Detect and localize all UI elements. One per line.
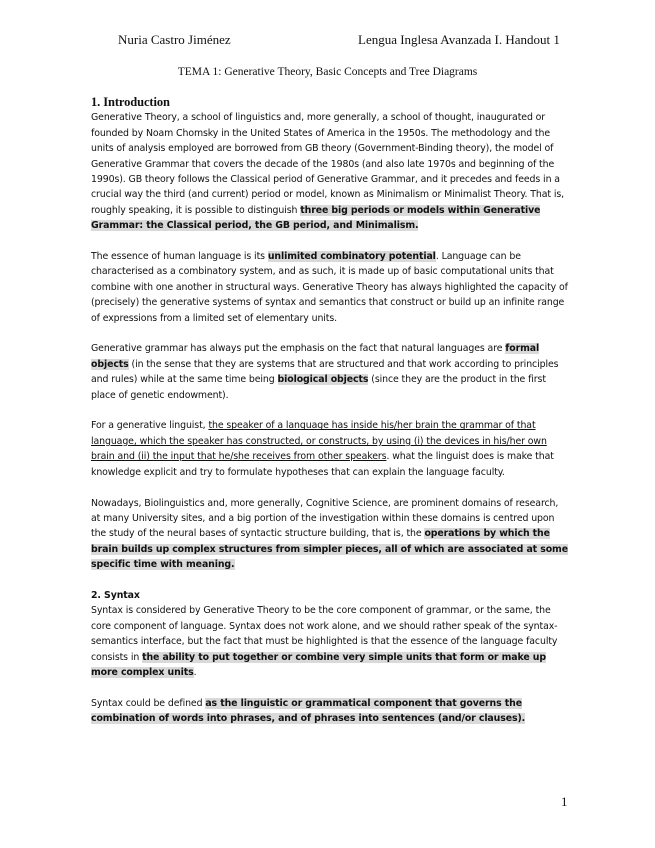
section-2-paragraph-1 <box>91 603 569 680</box>
header-course: Lengua Inglesa Avanzada I. Handout 1 <box>358 32 560 47</box>
section-1-paragraph-4 <box>91 418 569 480</box>
underlined-text: the speaker of a language has inside his/her brain the grammar of that language, which the speaker has constructed, or constructs, by using (i) the devices in his/her own brain and (ii) the input that he/she receives from other speakers <box>91 420 547 463</box>
section-2-paragraph-2 <box>91 696 569 727</box>
highlighted-text: the ability to put together or combine very simple units that form or make up more complex units <box>91 651 546 678</box>
paragraph-text: Generative Theory, a school of linguistics and, more generally, a school of thought, inaugurated or founded by Noam Chomsky in the United States of America in the 1950s. The methodology and the units of analysis employed are borrowed from GB theory (Government-Binding theory), the model of Generative Grammar that covers the decade of the 1980s (and also late 1970s and beginning of the 1990s). GB theory follows the Classical period of Generative Grammar, and it precedes and feeds in a crucial way the third (and current) period or model, known as Minimalism or Minimalist Theory. That is, roughly speaking, it is possible to distinguish <box>91 112 564 216</box>
section-2-heading: 2. Syntax <box>91 589 140 601</box>
document-body <box>91 95 569 742</box>
paragraph-text: Syntax is considered by Generative Theory to be the core component of grammar, or the same, the core component of language. Syntax does not work alone, and we should rather speak of the syntax-semantics interface, but the fact that must be highlighted is that the essence of the language faculty consists in <box>91 605 558 663</box>
paragraph-text: (since they are the product in the first place of genetic endowment). <box>91 374 546 401</box>
paragraph-text: (in the sense that they are systems that are structured and that work according to principles and rules) while at the same time being <box>91 358 559 386</box>
paragraph-text: For a generative linguist, <box>91 420 209 432</box>
paragraph-text: The essence of human language is its <box>91 251 268 263</box>
highlighted-text: as the linguistic or grammatical component that governs the combination of words into phrases, and of phrases into sentences (and/or clauses). <box>91 697 526 725</box>
highlighted-text: operations by which the brain builds up complex structures from simpler pieces, all of which are associated at some specific time with meaning. <box>91 528 568 571</box>
highlighted-text: formal objects <box>91 343 540 370</box>
header-author: Nuria Castro Jiménez <box>118 32 231 47</box>
section-1-paragraph-1 <box>91 110 569 233</box>
section-1-heading: 1. Introduction <box>91 95 170 109</box>
paragraph-text: . <box>193 666 197 678</box>
page-number: 1 <box>561 794 568 809</box>
paragraph-text: . Language can be characterised as a combinatory system, and as such, it is made up of basic computational units that combine with one another in structural ways. Generative Theory has always highlighted the capacity of (precisely) the generative systems of syntax and semantics that construct or build up an infinite range of expressions from a limited set of elementary units. <box>91 251 568 324</box>
highlighted-text: unlimited combinatory potential <box>267 251 436 263</box>
highlighted-text: biological objects <box>277 374 369 386</box>
section-1-paragraph-2 <box>91 249 569 326</box>
paragraph-text: Generative grammar has always put the emphasis on the fact that natural languages are <box>91 343 506 355</box>
paragraph-text: Nowadays, Biolinguistics and, more generally, Cognitive Science, are prominent domains of research, at many University sites, and a big portion of the investigation within these domains is centred upon the study of the neural bases of syntactic structure building, that is, the <box>91 497 559 540</box>
section-1-paragraph-3 <box>91 341 569 403</box>
paragraph-text: . what the linguist does is make that knowledge explicit and try to formulate hypotheses that can explain the language faculty. <box>91 451 554 478</box>
section-1-paragraph-5 <box>91 496 569 573</box>
highlighted-text: three big periods or models within Generative Grammar: the Classical period, the GB period, and Minimalism. <box>91 204 541 232</box>
document-title: TEMA 1: Generative Theory, Basic Concepts and Tree Diagrams <box>177 66 478 78</box>
paragraph-text: Syntax could be defined <box>91 697 206 709</box>
